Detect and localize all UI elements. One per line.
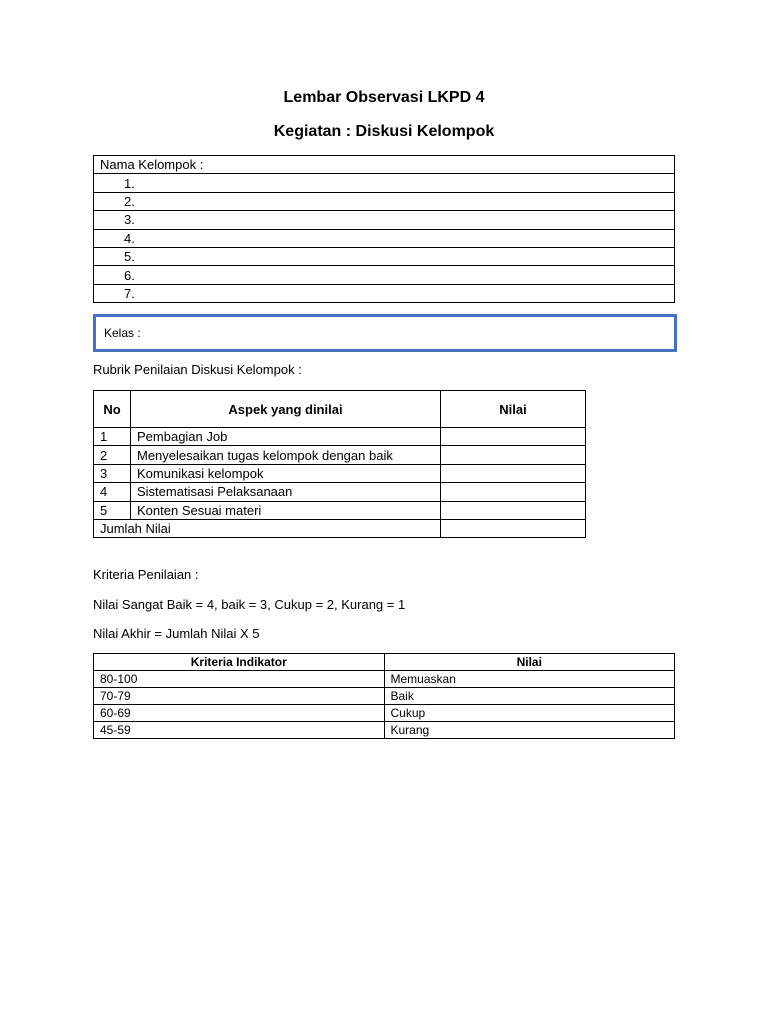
- table-header-row: [94, 654, 675, 671]
- kelas-label: Kelas :: [104, 326, 141, 340]
- table-row: [94, 464, 586, 482]
- table-row: [94, 192, 675, 210]
- total-value: [441, 519, 586, 537]
- row-no: 3: [94, 464, 131, 482]
- table-row: [94, 284, 675, 302]
- header-aspek: Aspek yang dinilai: [131, 391, 441, 428]
- row-range: 80-100: [94, 671, 385, 688]
- page-subtitle: Kegiatan : Diskusi Kelompok: [273, 123, 495, 140]
- header-no: No: [94, 391, 131, 428]
- row-nilai: Cukup: [384, 705, 675, 722]
- row-nilai: Baik: [384, 688, 675, 705]
- row-no: 4: [94, 483, 131, 501]
- criteria-table: [93, 653, 675, 739]
- table-row: [94, 229, 675, 247]
- row-no: 1: [94, 428, 131, 446]
- row-aspek: Komunikasi kelompok: [131, 464, 441, 482]
- table-row: [94, 671, 675, 688]
- final-score-text: Nilai Akhir = Jumlah Nilai X 5: [93, 626, 260, 641]
- table-row: [94, 705, 675, 722]
- kelas-box: [93, 314, 677, 352]
- member-cell: 1.: [94, 174, 675, 192]
- row-nilai: [441, 464, 586, 482]
- row-nilai: Memuaskan: [384, 671, 675, 688]
- member-cell: 5.: [94, 247, 675, 265]
- header-indikator: Kriteria Indikator: [94, 654, 385, 671]
- page-title: Lembar Observasi LKPD 4: [283, 89, 485, 106]
- table-total-row: [94, 519, 586, 537]
- rubric-heading: Rubrik Penilaian Diskusi Kelompok :: [93, 362, 302, 377]
- member-cell: 3.: [94, 211, 675, 229]
- table-row: [94, 688, 675, 705]
- table-row: [94, 174, 675, 192]
- row-aspek: Konten Sesuai materi: [131, 501, 441, 519]
- member-cell: 7.: [94, 284, 675, 302]
- member-cell: 2.: [94, 192, 675, 210]
- row-aspek: Sistematisasi Pelaksanaan: [131, 483, 441, 501]
- row-no: 2: [94, 446, 131, 464]
- row-nilai: [441, 501, 586, 519]
- table-row: [94, 446, 586, 464]
- table-row: [94, 247, 675, 265]
- table-row: [94, 156, 675, 174]
- scale-text: Nilai Sangat Baik = 4, baik = 3, Cukup = 2, Kurang = 1: [93, 597, 406, 612]
- table-row: [94, 722, 675, 739]
- table-row: [94, 428, 586, 446]
- group-table: [93, 155, 675, 303]
- table-row: [94, 266, 675, 284]
- row-aspek: Menyelesaikan tugas kelompok dengan baik: [131, 446, 441, 464]
- rubric-table: [93, 390, 586, 538]
- row-range: 70-79: [94, 688, 385, 705]
- row-nilai: [441, 428, 586, 446]
- row-nilai: Kurang: [384, 722, 675, 739]
- row-range: 45-59: [94, 722, 385, 739]
- row-nilai: [441, 483, 586, 501]
- table-header-row: [94, 391, 586, 428]
- group-label: Nama Kelompok :: [94, 156, 675, 174]
- table-row: [94, 211, 675, 229]
- row-nilai: [441, 446, 586, 464]
- header-nilai: Nilai: [441, 391, 586, 428]
- row-range: 60-69: [94, 705, 385, 722]
- row-no: 5: [94, 501, 131, 519]
- table-row: [94, 483, 586, 501]
- header-nilai: Nilai: [384, 654, 675, 671]
- row-aspek: Pembagian Job: [131, 428, 441, 446]
- criteria-heading: Kriteria Penilaian :: [93, 567, 199, 582]
- member-cell: 6.: [94, 266, 675, 284]
- table-row: [94, 501, 586, 519]
- member-cell: 4.: [94, 229, 675, 247]
- total-label: Jumlah Nilai: [94, 519, 441, 537]
